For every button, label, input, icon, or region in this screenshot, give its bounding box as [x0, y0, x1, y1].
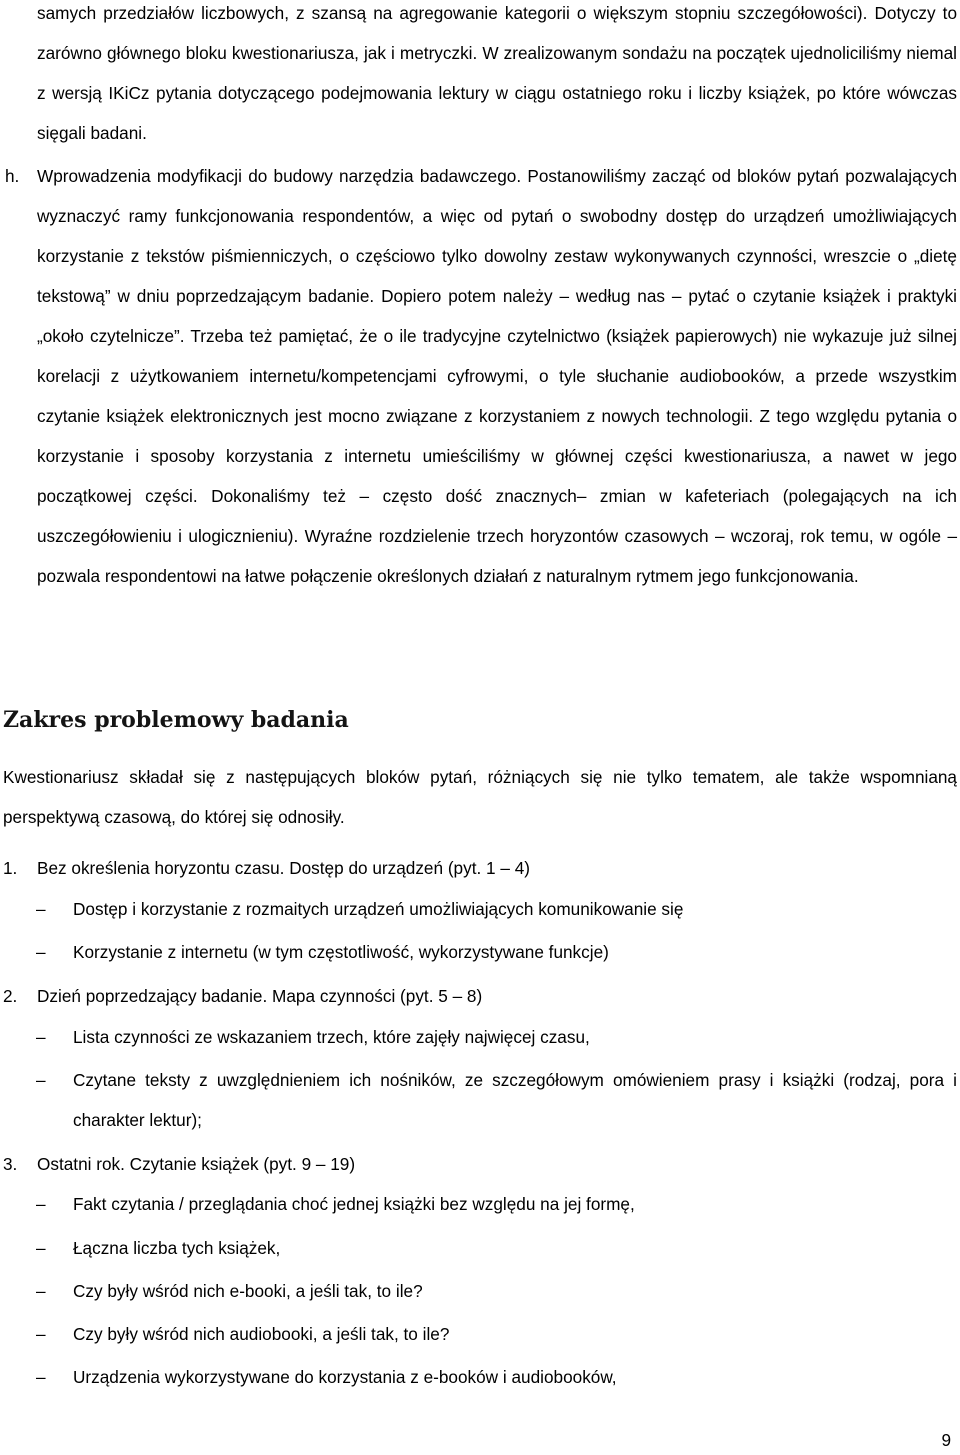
list-item-1: [3, 848, 957, 888]
list-item-2: [3, 976, 957, 1016]
sub-item-text: Urządzenia wykorzystywane do korzystania z e-booków i audiobooków,: [73, 1367, 617, 1387]
sub-item-text: Czy były wśród nich e-booki, a jeśli tak, to ile?: [73, 1281, 423, 1301]
list-item-3-sub-5: [36, 1357, 957, 1397]
dash-marker: ‒: [36, 1281, 46, 1301]
point-h-paragraph: [5, 156, 957, 596]
sub-item-text: Czytane teksty z uwzględnieniem ich nośników, ze szczegółowym omówieniem prasy i książki (rodzaj, pora i charakter lektur);: [73, 1070, 957, 1130]
sub-item-text: Korzystanie z internetu (w tym częstotliwość, wykorzystywane funkcje): [73, 942, 609, 962]
dash-marker: ‒: [36, 1194, 46, 1214]
list-item-3-sub-2: [36, 1228, 957, 1268]
section-intro-paragraph: Kwestionariusz składał się z następujących bloków pytań, różniących się nie tylko tematem, ale także wspomnianą perspektywą czasową, do której się odnosiły.: [3, 767, 957, 827]
point-h-label: h.: [5, 166, 20, 186]
list-item-3-sub-1: [36, 1184, 957, 1224]
section-heading: Zakres problemowy badania: [3, 707, 349, 733]
list-item-1-sub-1: [36, 889, 957, 929]
list-item-3-sub-4: [36, 1314, 957, 1354]
list-item-3: [3, 1144, 957, 1184]
list-marker: 3.: [3, 1154, 18, 1174]
list-marker: 2.: [3, 986, 18, 1006]
list-item-3-sub-3: [36, 1271, 957, 1311]
list-item-text: Dzień poprzedzający badanie. Mapa czynności (pyt. 5 – 8): [37, 986, 483, 1006]
dash-marker: ‒: [36, 1367, 46, 1387]
sub-item-text: Fakt czytania / przeglądania choć jednej książki bez względu na jej formę,: [73, 1194, 635, 1214]
sub-item-text: Lista czynności ze wskazaniem trzech, które zajęły najwięcej czasu,: [73, 1027, 590, 1047]
dash-marker: ‒: [36, 1027, 46, 1047]
list-item-1-sub-2: [36, 932, 957, 972]
dash-marker: ‒: [36, 1324, 46, 1344]
dash-marker: ‒: [36, 899, 46, 919]
list-item-2-sub-2: [36, 1060, 957, 1140]
sub-item-text: Czy były wśród nich audiobooki, a jeśli tak, to ile?: [73, 1324, 450, 1344]
sub-item-text: Łączna liczba tych książek,: [73, 1238, 281, 1258]
list-item-text: Ostatni rok. Czytanie książek (pyt. 9 – 19): [37, 1154, 356, 1174]
list-marker: 1.: [3, 858, 18, 878]
list-item-text: Bez określenia horyzontu czasu. Dostęp do urządzeń (pyt. 1 – 4): [37, 858, 530, 878]
dash-marker: ‒: [36, 1238, 46, 1258]
intro-paragraph: samych przedziałów liczbowych, z szansą na agregowanie kategorii o większym stopniu szczegółowości). Dotyczy to zarówno głównego bloku kwestionariusza, jak i metryczki. W zrealizowanym sondażu na początek ujednoliciliśmy niemal z wersją IKiCz pytania dotyczącego podejmowania lektury w ciągu ostatniego roku i liczby książek, po które wówczas sięgali badani.: [37, 3, 957, 143]
dash-marker: ‒: [36, 942, 46, 962]
point-h-text: Wprowadzenia modyfikacji do budowy narzędzia badawczego. Postanowiliśmy zacząć od bloków pytań pozwalających wyznaczyć ramy funkcjonowania respondentów, a więc od pytań o swobodny dostęp do urządzeń umożliwiających korzystanie z tekstów piśmienniczych, o częściowo tylko dowolny zestaw wykonywanych czynności, wreszcie o „dietę tekstową” w dniu poprzedzającym badanie. Dopiero potem należy – według nas – pytać o czytanie książek i praktyki „około czytelnicze”. Trzeba też pamiętać, że o ile tradycyjne czytelnictwo (książek papierowych) nie wykazuje już silnej korelacji z użytkowaniem internetu/kompetencjami cyfrowymi, o tyle słuchanie audiobooków, a przede wszystkim czytanie książek elektronicznych jest mocno związane z korzystaniem z nowych technologii. Z tego względu pytania o korzystanie i sposoby korzystania z internetu umieściliśmy w głównej części kwestionariusza, a nawet w jego początkowej części. Dokonaliśmy też – często dość znacznych– zmian w kafeteriach (polegających na ich uszczegółowieniu i ulogicznieniu). Wyraźne rozdzielenie trzech horyzontów czasowych – wczoraj, rok temu, w ogóle – pozwala respondentowi na łatwe połączenie określonych działań z naturalnym rytmem jego funkcjonowania.: [37, 166, 957, 586]
sub-item-text: Dostęp i korzystanie z rozmaitych urządzeń umożliwiających komunikowanie się: [73, 899, 684, 919]
page-number: 9: [941, 1430, 951, 1450]
list-item-2-sub-1: [36, 1017, 957, 1057]
dash-marker: ‒: [36, 1070, 46, 1090]
